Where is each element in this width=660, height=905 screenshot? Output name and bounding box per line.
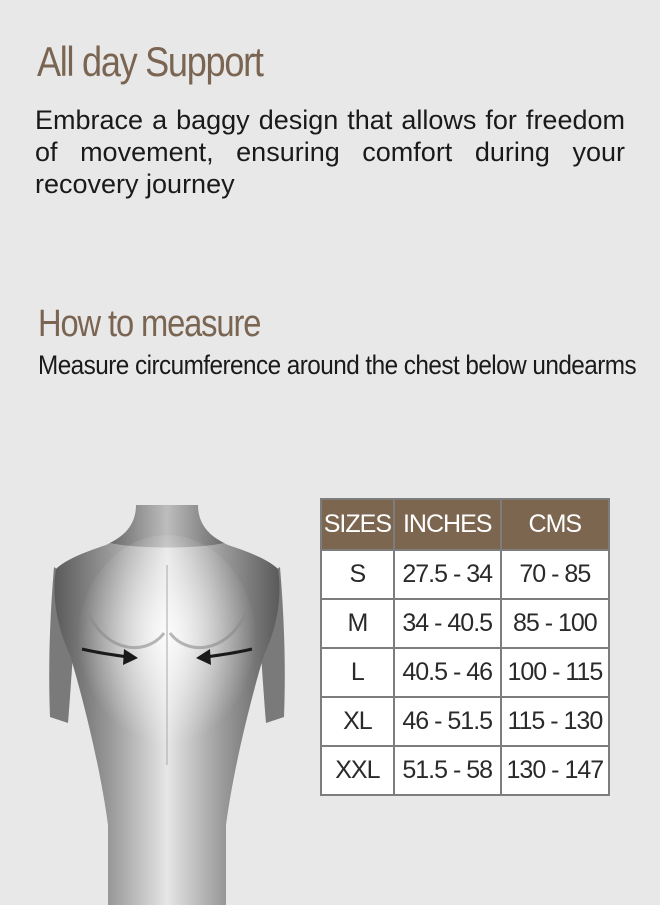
cms-cell: 85 - 100 xyxy=(501,599,609,648)
inches-cell: 34 - 40.5 xyxy=(394,599,501,648)
size-cell: M xyxy=(321,599,394,648)
table-row xyxy=(321,697,609,746)
table-row xyxy=(321,599,609,648)
support-description: Embrace a baggy design that allows for freedom of movement, ensuring comfort during your recovery journey xyxy=(35,105,625,199)
size-cell: L xyxy=(321,648,394,697)
torso-illustration xyxy=(48,505,286,905)
inches-cell: 40.5 - 46 xyxy=(394,648,501,697)
inches-cell: 51.5 - 58 xyxy=(394,746,501,795)
section-title-support: All day Support xyxy=(37,38,263,85)
header-cms: CMS xyxy=(501,499,609,550)
table-row xyxy=(321,648,609,697)
size-cell: XL xyxy=(321,697,394,746)
size-chart-table xyxy=(320,498,610,796)
cms-cell: 115 - 130 xyxy=(501,697,609,746)
size-cell: XXL xyxy=(321,746,394,795)
inches-cell: 46 - 51.5 xyxy=(394,697,501,746)
header-inches: INCHES xyxy=(394,499,501,550)
size-chart-header-row xyxy=(321,499,609,550)
cms-cell: 100 - 115 xyxy=(501,648,609,697)
measure-instruction: Measure circumference around the chest below undearms xyxy=(38,350,637,380)
size-cell: S xyxy=(321,550,394,599)
header-sizes: SIZES xyxy=(321,499,394,550)
table-row xyxy=(321,550,609,599)
cms-cell: 130 - 147 xyxy=(501,746,609,795)
inches-cell: 27.5 - 34 xyxy=(394,550,501,599)
table-row xyxy=(321,746,609,795)
cms-cell: 70 - 85 xyxy=(501,550,609,599)
section-title-measure: How to measure xyxy=(38,303,261,345)
